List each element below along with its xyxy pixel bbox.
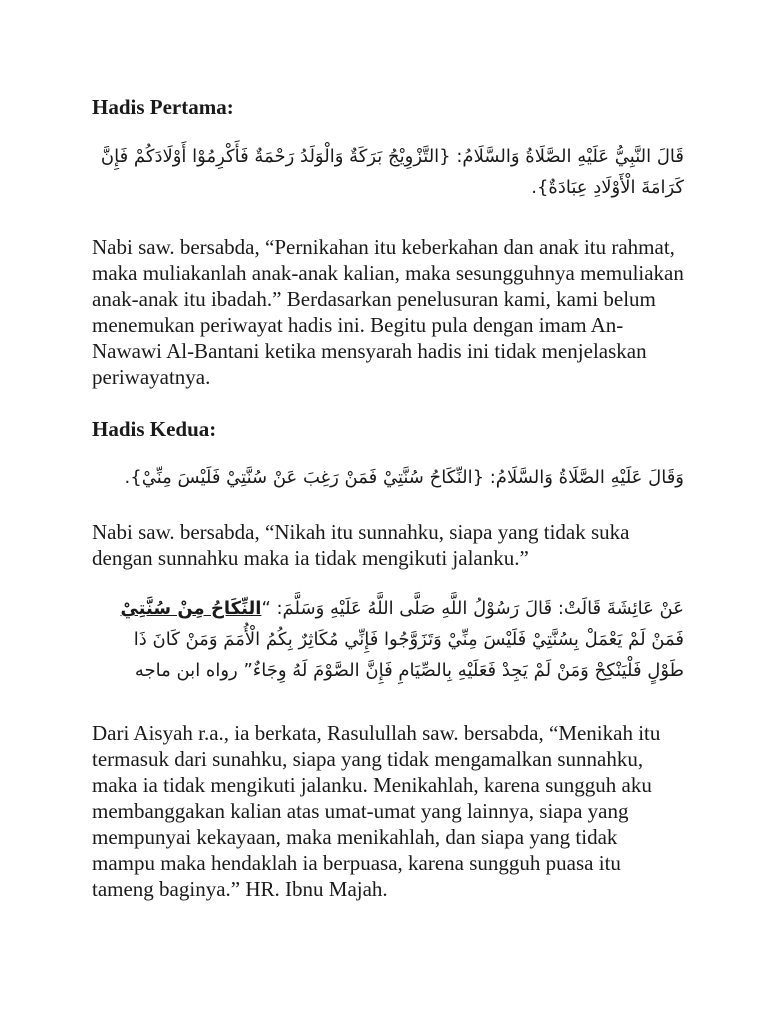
document-page	[92, 94, 684, 902]
hadis-ketiga-arabic	[92, 593, 684, 686]
hadis-ketiga-arabic-underlined: النِّكَاحُ مِنْ سُنَّتِيْ	[120, 598, 262, 619]
hadis-ketiga-arabic-rest: فَمَنْ لَمْ يَعْمَلْ بِسُنَّتِيْ فَلَيْسَ مِنِّيْ وَتَزَوَّجُوا فَإِنِّي مُكَاثِرٌ بِكُمُ الْأُمَمَ وَمَنْ كَانَ ذَا طَوْلٍ فَلْيَنْكِحْ وَمَنْ لَمْ يَجِدْ فَعَلَيْهِ بِالصِّيَامِ فَإِنَّ الصَّوْمَ لَهُ وِجَاءٌ” رواه ابن ماجه	[133, 629, 684, 681]
hadis-pertama-arabic: قَالَ النَّبِيُّ عَلَيْهِ الصَّلَاةُ وَالسَّلَامُ: {التَّزْوِيْجُ بَرَكَةٌ وَالْوَلَدُ رَحْمَةٌ فَأَكْرِمُوْا أَوْلَادَكُمْ فَإِنَّ كَرَامَةَ الْأَوْلَادِ عِبَادَةٌ}.	[100, 146, 684, 198]
hadis-kedua-heading: Hadis Kedua:	[92, 417, 217, 441]
hadis-ketiga-translation: Dari Aisyah r.a., ia berkata, Rasulullah saw. bersabda, “Menikah itu termasuk dari sunahku, siapa yang tidak mengamalkan sunnahku, maka ia tidak mengikuti jalanku. Menikahlah, karena sungguh aku membanggakan kalian atas umat-umat yang lainnya, siapa yang mempunyai kekayaan, maka menikahlah, dan siapa yang tidak mampu maka hendaklah ia berpuasa, karena sungguh puasa itu tameng baginya.” HR. Ibnu Majah.	[92, 721, 661, 901]
hadis-kedua-arabic: وَقَالَ عَلَيْهِ الصَّلَاةُ وَالسَّلَامُ: {النِّكَاحُ سُنَّتِيْ فَمَنْ رَغِبَ عَنْ سُنَّتِيْ فَلَيْسَ مِنِّيْ}.	[124, 467, 684, 488]
hadis-pertama-heading: Hadis Pertama:	[92, 95, 234, 119]
hadis-pertama-translation: Nabi saw. bersabda, “Pernikahan itu keberkahan dan anak itu rahmat, maka muliakanlah anak-anak kalian, maka sesungguhnya memuliakan anak-anak itu ibadah.” Berdasarkan penelusuran kami, kami belum menemukan periwayat hadis ini. Begitu pula dengan imam An-Nawawi Al-Bantani ketika mensyarah hadis ini tidak menjelaskan periwayatnya.	[92, 235, 684, 389]
hadis-kedua-translation: Nabi saw. bersabda, “Nikah itu sunnahku, siapa yang tidak suka dengan sunnahku maka ia tidak mengikuti jalanku.”	[92, 520, 630, 570]
hadis-ketiga-arabic-intro: عَنْ عَائِشَةَ قَالَتْ: قَالَ رَسُوْلُ اللَّهِ صَلَّى اللَّهُ عَلَيْهِ وَسَلَّمَ: “	[261, 598, 684, 619]
